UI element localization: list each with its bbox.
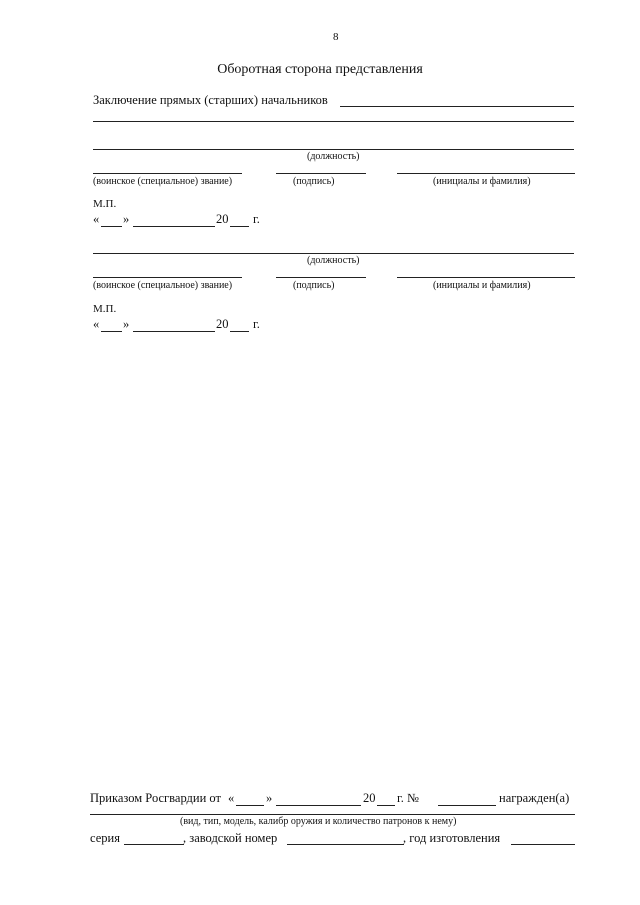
page-number: 8 [333, 31, 339, 43]
rank-field-1[interactable] [93, 173, 242, 174]
manufacture-year-label: , год изготовления [403, 831, 501, 845]
rank-caption: (воинское (специальное) звание) [93, 280, 233, 291]
series-label: серия [90, 831, 120, 845]
year-field-2[interactable] [230, 331, 249, 332]
name-caption: (инициалы и фамилия) [433, 176, 531, 187]
order-month-field[interactable] [276, 805, 361, 806]
name-caption: (инициалы и фамилия) [433, 280, 531, 291]
month-field-1[interactable] [133, 226, 215, 227]
order-close-quote: » [266, 791, 273, 805]
conclusion-field[interactable] [340, 106, 574, 107]
date-open-quote: « [93, 212, 100, 226]
conclusion-field-line-2[interactable] [93, 121, 574, 122]
order-number-field[interactable] [438, 805, 496, 806]
date-close-quote: » [123, 212, 130, 226]
conclusion-label: Заключение прямых (старших) начальников [93, 93, 328, 107]
awarded-label: награжден(а) [499, 791, 570, 805]
year-prefix: 20 [216, 212, 229, 226]
series-field[interactable] [124, 844, 184, 845]
stamp-label: М.П. [93, 198, 117, 210]
weapon-field[interactable] [90, 814, 575, 815]
month-field-2[interactable] [133, 331, 215, 332]
serial-number-label: , заводской номер [183, 831, 278, 845]
weapon-caption: (вид, тип, модель, калибр оружия и количество патронов к нему) [180, 816, 457, 827]
stamp-label: М.П. [93, 303, 117, 315]
signature-field-1[interactable] [276, 173, 366, 174]
signature-field-2[interactable] [276, 277, 366, 278]
rank-caption: (воинское (специальное) звание) [93, 176, 233, 187]
order-year-suffix: г. № [397, 791, 419, 805]
position-caption: (должность) [307, 151, 360, 162]
manufacture-year-field[interactable] [511, 844, 575, 845]
year-prefix: 20 [216, 317, 229, 331]
date-open-quote: « [93, 317, 100, 331]
serial-number-field[interactable] [287, 844, 404, 845]
name-field-1[interactable] [397, 173, 575, 174]
day-field-2[interactable] [101, 331, 122, 332]
position-caption: (должность) [307, 255, 360, 266]
position-field-2[interactable] [93, 253, 574, 254]
name-field-2[interactable] [397, 277, 575, 278]
page-title: Оборотная сторона представления [217, 62, 423, 77]
year-suffix: г. [253, 212, 260, 226]
year-field-1[interactable] [230, 226, 249, 227]
signature-caption: (подпись) [293, 176, 335, 187]
position-field-1[interactable] [93, 149, 574, 150]
rank-field-2[interactable] [93, 277, 242, 278]
order-prefix: Приказом Росгвардии от [90, 791, 221, 805]
order-open-quote: « [228, 791, 235, 805]
signature-caption: (подпись) [293, 280, 335, 291]
order-day-field[interactable] [236, 805, 264, 806]
order-year-prefix: 20 [363, 791, 376, 805]
order-year-field[interactable] [377, 805, 395, 806]
day-field-1[interactable] [101, 226, 122, 227]
year-suffix: г. [253, 317, 260, 331]
date-close-quote: » [123, 317, 130, 331]
